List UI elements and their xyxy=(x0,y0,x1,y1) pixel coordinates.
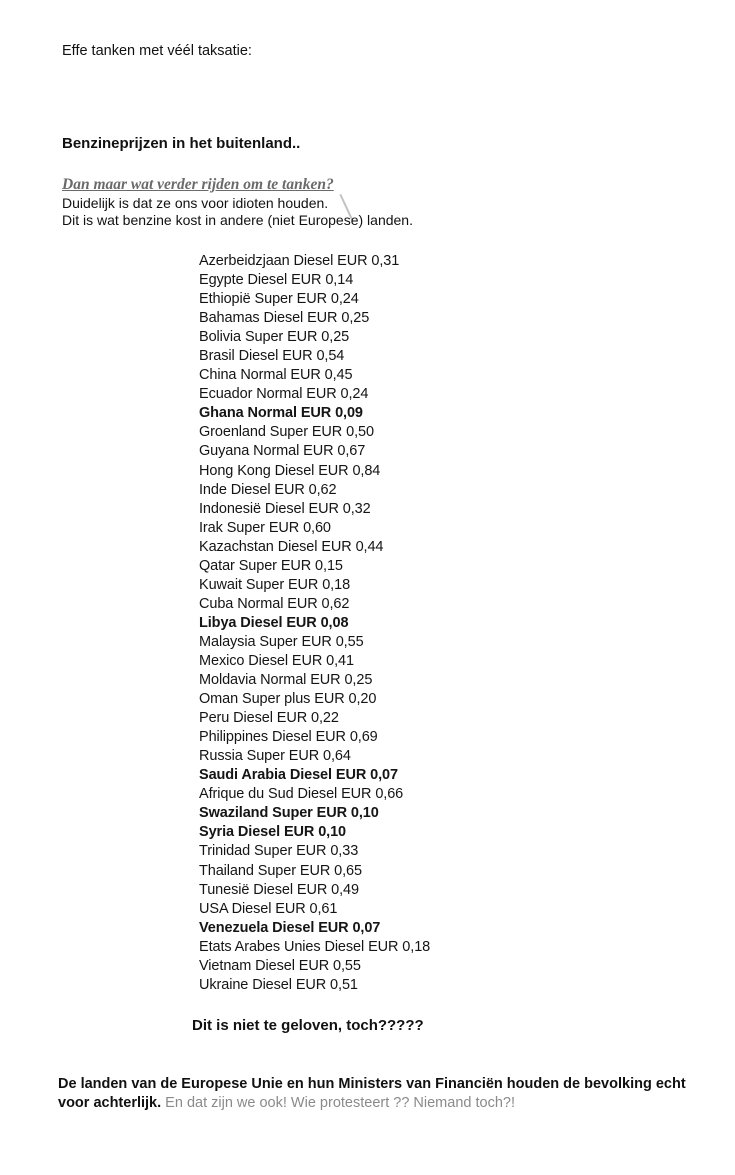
price-list-item: Vietnam Diesel EUR 0,55 xyxy=(199,957,361,974)
price-list-item: Saudi Arabia Diesel EUR 0,07 xyxy=(199,767,398,784)
price-list-item: Kuwait Super EUR 0,18 xyxy=(199,576,351,593)
exclamation-line: Dit is niet te geloven, toch????? xyxy=(192,1017,424,1034)
price-list-item: Thailand Super EUR 0,65 xyxy=(199,862,362,879)
price-list-item: USA Diesel EUR 0,61 xyxy=(199,900,338,917)
price-list-item: Afrique du Sud Diesel EUR 0,66 xyxy=(199,786,404,803)
price-list-item: Peru Diesel EUR 0,22 xyxy=(199,710,339,727)
paragraph-line: Duidelijk is dat ze ons voor idioten houden. xyxy=(62,195,329,211)
price-list-item: Cuba Normal EUR 0,62 xyxy=(199,595,350,612)
price-list-item: Etats Arabes Unies Diesel EUR 0,18 xyxy=(199,938,431,955)
page-heading: Benzineprijzen in het buitenland.. xyxy=(62,135,301,152)
price-list-item: Mexico Diesel EUR 0,41 xyxy=(199,652,354,669)
price-list-item: Groenland Super EUR 0,50 xyxy=(199,424,374,441)
price-list-item: Ethiopië Super EUR 0,24 xyxy=(199,291,359,308)
price-list-item: Swaziland Super EUR 0,10 xyxy=(199,805,379,822)
paragraph-line: Dit is wat benzine kost in andere (niet Europese) landen. xyxy=(62,212,413,228)
price-list-item: Irak Super EUR 0,60 xyxy=(199,519,331,536)
price-list-item: Venezuela Diesel EUR 0,07 xyxy=(199,919,381,936)
price-list-item: Qatar Super EUR 0,15 xyxy=(199,557,343,574)
subheading: Dan maar wat verder rijden om te tanken? xyxy=(62,176,334,193)
price-list-item: Tunesië Diesel EUR 0,49 xyxy=(199,881,359,898)
price-list-item: Guyana Normal EUR 0,67 xyxy=(199,443,366,460)
price-list-item: Egypte Diesel EUR 0,14 xyxy=(199,272,354,289)
closing-paragraph xyxy=(58,1075,718,1113)
price-list-item: Trinidad Super EUR 0,33 xyxy=(199,843,359,860)
price-list-item: Bahamas Diesel EUR 0,25 xyxy=(199,310,370,327)
price-list-item: Kazachstan Diesel EUR 0,44 xyxy=(199,538,384,555)
closing-faded-text: En dat zijn we ook! Wie protesteert ?? Niemand toch?! xyxy=(161,1095,515,1111)
closing-bold-text: De landen van de Europese Unie en hun Ministers van Financiën houden de bevolking echt voor achterlijk. xyxy=(58,1076,686,1111)
price-list-item: Philippines Diesel EUR 0,69 xyxy=(199,729,378,746)
fuel-price-list xyxy=(199,252,430,995)
price-list-item: Libya Diesel EUR 0,08 xyxy=(199,614,349,631)
price-list-item: Syria Diesel EUR 0,10 xyxy=(199,824,347,841)
price-list-item: Ecuador Normal EUR 0,24 xyxy=(199,386,369,403)
price-list-item: Bolivia Super EUR 0,25 xyxy=(199,329,350,346)
price-list-item: China Normal EUR 0,45 xyxy=(199,367,353,384)
intro-paragraph xyxy=(62,195,413,229)
price-list-item: Russia Super EUR 0,64 xyxy=(199,748,351,765)
price-list-item: Malaysia Super EUR 0,55 xyxy=(199,633,364,650)
price-list-item: Inde Diesel EUR 0,62 xyxy=(199,481,337,498)
price-list-item: Ukraine Diesel EUR 0,51 xyxy=(199,976,358,993)
price-list-item: Indonesië Diesel EUR 0,32 xyxy=(199,500,371,517)
price-list-item: Azerbeidzjaan Diesel EUR 0,31 xyxy=(199,253,400,269)
price-list-item: Ghana Normal EUR 0,09 xyxy=(199,405,363,422)
price-list-item: Moldavia Normal EUR 0,25 xyxy=(199,672,373,689)
price-list-item: Oman Super plus EUR 0,20 xyxy=(199,691,377,708)
intro-line: Effe tanken met véél taksatie: xyxy=(62,43,252,59)
price-list-item: Hong Kong Diesel EUR 0,84 xyxy=(199,462,381,479)
price-list-item: Brasil Diesel EUR 0,54 xyxy=(199,348,345,365)
